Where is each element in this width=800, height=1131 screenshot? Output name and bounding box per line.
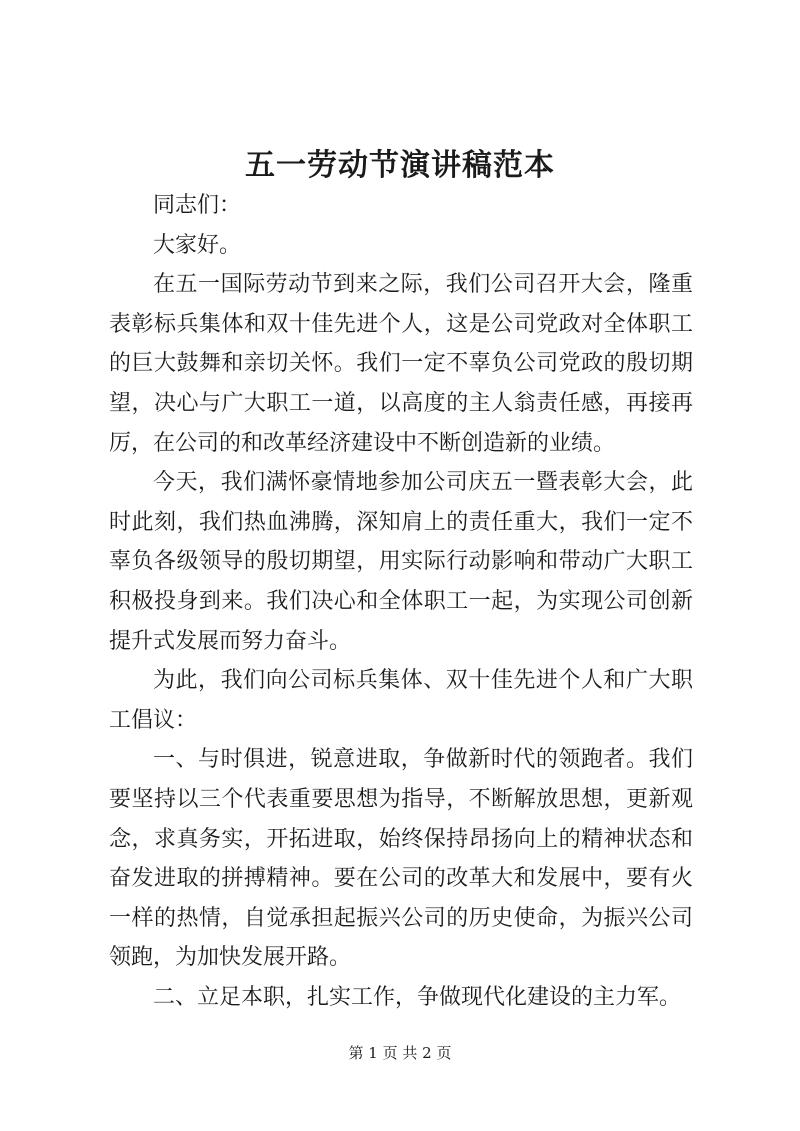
salutation: 同志们： — [153, 193, 242, 218]
paragraph: 一、与时俱进，锐意进取，争做新时代的领跑者。我们要坚持以三个代表重要思想为指导，不断解放思想，更新观念，求真务实，开拓进取，始终保持昂扬向上的精神状态和奋发进取的拼搏精神。要在公司的改革大和发展中，要有火一样的热情，自觉承担起振兴公司的历史使命，为振兴公司领跑，为加快发展开路。 — [109, 747, 693, 971]
greeting: 大家好。 — [153, 232, 242, 258]
paragraph: 今天，我们满怀豪情地参加公司庆五一暨表彰大会，此时此刻，我们热血沸腾，深知肩上的责任重大，我们一定不辜负各级领导的殷切期望，用实际行动影响和带动广大职工积极投身到来。我们决心和全体职工一起，为实现公司创新提升式发展而努力奋斗。 — [109, 470, 693, 654]
paragraph: 二、立足本职，扎实工作，争做现代化建设的主力军。 — [153, 984, 682, 1010]
page-footer: 第 1 页 共 2 页 — [348, 1044, 452, 1062]
page-title: 五一劳动节演讲稿范本 — [245, 148, 555, 183]
paragraph: 为此，我们向公司标兵集体、双十佳先进个人和广大职工倡议： — [109, 668, 693, 733]
paragraph: 在五一国际劳动节到来之际，我们公司召开大会，隆重表彰标兵集体和双十佳先进个人，这是公司党政对全体职工的巨大鼓舞和亲切关怀。我们一定不辜负公司党政的殷切期望，决心与广大职工一道，以高度的主人翁责任感，再接再厉，在公司的和改革经济建设中不断创造新的业绩。 — [109, 272, 693, 456]
document-body — [109, 186, 693, 1017]
